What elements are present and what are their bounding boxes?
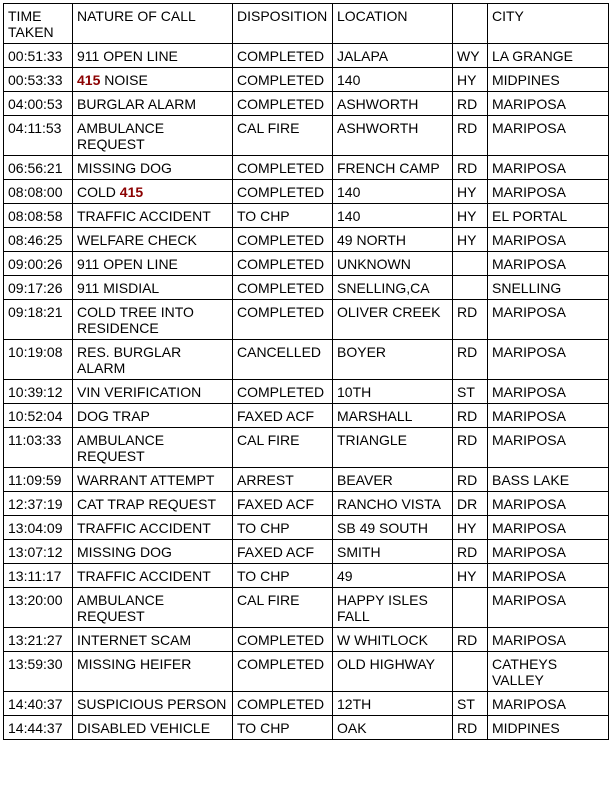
nature-text: INTERNET SCAM [77,632,192,648]
nature-of-call-cell [73,204,233,228]
location-cell: ASHWORTH [333,116,453,156]
disposition-cell: COMPLETED [233,300,333,340]
time-taken-cell: 13:07:12 [4,540,73,564]
disposition-cell: CAL FIRE [233,428,333,468]
nature-of-call-cell [73,468,233,492]
nature-of-call-cell [73,692,233,716]
disposition-cell: TO CHP [233,716,333,740]
city-cell: CATHEYS VALLEY [488,652,609,692]
table-row [4,300,609,340]
table-row [4,628,609,652]
time-taken-cell: 04:00:53 [4,92,73,116]
location-cell: 49 NORTH [333,228,453,252]
location-cell: 140 [333,204,453,228]
call-log-table [3,3,609,740]
location-cell: BEAVER [333,468,453,492]
nature-text: COLD [77,184,120,200]
header-nature-of-call: NATURE OF CALL [73,4,233,44]
street-suffix-cell: RD [453,116,488,156]
street-suffix-cell: RD [453,428,488,468]
city-cell: MARIPOSA [488,428,609,468]
table-row [4,68,609,92]
street-suffix-cell [453,252,488,276]
nature-text: WELFARE CHECK [77,232,197,248]
location-cell: SNELLING,CA [333,276,453,300]
table-row [4,652,609,692]
city-cell: MARIPOSA [488,404,609,428]
time-taken-cell: 09:18:21 [4,300,73,340]
time-taken-cell: 06:56:21 [4,156,73,180]
city-cell: MARIPOSA [488,156,609,180]
street-suffix-cell: RD [453,716,488,740]
city-cell: MARIPOSA [488,492,609,516]
location-cell: MARSHALL [333,404,453,428]
table-row [4,116,609,156]
nature-text: 911 OPEN LINE [77,256,178,272]
street-suffix-cell: RD [453,628,488,652]
city-cell: MARIPOSA [488,228,609,252]
city-cell: MARIPOSA [488,92,609,116]
city-cell: MARIPOSA [488,588,609,628]
location-cell: TRIANGLE [333,428,453,468]
time-taken-cell: 10:39:12 [4,380,73,404]
disposition-cell: COMPLETED [233,276,333,300]
city-cell: MIDPINES [488,68,609,92]
disposition-cell: ARREST [233,468,333,492]
location-cell: OLD HIGHWAY [333,652,453,692]
nature-text: AMBULANCE REQUEST [77,432,165,464]
location-cell: OAK [333,716,453,740]
header-time-taken: TIME TAKEN [4,4,73,44]
street-suffix-cell: ST [453,380,488,404]
location-cell: ASHWORTH [333,92,453,116]
city-cell: MARIPOSA [488,252,609,276]
table-row [4,156,609,180]
nature-of-call-cell [73,628,233,652]
city-cell: MARIPOSA [488,516,609,540]
nature-text: SUSPICIOUS PERSON [77,696,227,712]
disposition-cell: COMPLETED [233,228,333,252]
table-row [4,44,609,68]
disposition-cell: CAL FIRE [233,116,333,156]
city-cell: MARIPOSA [488,380,609,404]
street-suffix-cell: HY [453,204,488,228]
nature-text: AMBULANCE REQUEST [77,592,165,624]
time-taken-cell: 14:40:37 [4,692,73,716]
location-cell: 10TH [333,380,453,404]
nature-text: 911 OPEN LINE [77,48,178,64]
city-cell: MIDPINES [488,716,609,740]
disposition-cell: CAL FIRE [233,588,333,628]
call-log-body [4,44,609,740]
table-row [4,180,609,204]
nature-of-call-cell [73,68,233,92]
disposition-cell: FAXED ACF [233,540,333,564]
nature-of-call-cell [73,516,233,540]
city-cell: LA GRANGE [488,44,609,68]
nature-text: NOISE [100,72,148,88]
time-taken-cell: 13:59:30 [4,652,73,692]
street-suffix-cell: HY [453,564,488,588]
location-cell: W WHITLOCK [333,628,453,652]
header-disposition: DISPOSITION [233,4,333,44]
nature-text: WARRANT ATTEMPT [77,472,215,488]
nature-text: BURGLAR ALARM [77,96,197,112]
nature-of-call-cell [73,492,233,516]
location-cell: UNKNOWN [333,252,453,276]
street-suffix-cell [453,276,488,300]
table-row [4,252,609,276]
nature-of-call-cell [73,404,233,428]
table-row [4,516,609,540]
disposition-cell: COMPLETED [233,156,333,180]
time-taken-cell: 13:04:09 [4,516,73,540]
disposition-cell: TO CHP [233,204,333,228]
table-row [4,492,609,516]
nature-text: TRAFFIC ACCIDENT [77,520,211,536]
time-taken-cell: 13:20:00 [4,588,73,628]
disposition-cell: COMPLETED [233,180,333,204]
nature-of-call-cell [73,300,233,340]
nature-text: DISABLED VEHICLE [77,720,211,736]
nature-text: DOG TRAP [77,408,150,424]
nature-of-call-cell [73,252,233,276]
disposition-cell: COMPLETED [233,44,333,68]
header-location: LOCATION [333,4,453,44]
street-suffix-cell [453,652,488,692]
location-cell: 140 [333,68,453,92]
street-suffix-cell [453,588,488,628]
city-cell: MARIPOSA [488,300,609,340]
street-suffix-cell: HY [453,516,488,540]
city-cell: SNELLING [488,276,609,300]
city-cell: MARIPOSA [488,340,609,380]
nature-text: RES. BURGLAR ALARM [77,344,182,376]
nature-of-call-cell [73,428,233,468]
table-row [4,404,609,428]
header-row [4,4,609,44]
city-cell: MARIPOSA [488,540,609,564]
nature-text: 911 MISDIAL [77,280,160,296]
disposition-cell: COMPLETED [233,692,333,716]
nature-of-call-cell [73,716,233,740]
nature-text: TRAFFIC ACCIDENT [77,568,211,584]
time-taken-cell: 13:21:27 [4,628,73,652]
table-row [4,692,609,716]
call-code: 415 [77,72,101,88]
location-cell: 140 [333,180,453,204]
table-row [4,228,609,252]
location-cell: OLIVER CREEK [333,300,453,340]
street-suffix-cell: HY [453,68,488,92]
time-taken-cell: 00:51:33 [4,44,73,68]
time-taken-cell: 11:09:59 [4,468,73,492]
city-cell: MARIPOSA [488,180,609,204]
nature-of-call-cell [73,44,233,68]
disposition-cell: CANCELLED [233,340,333,380]
nature-of-call-cell [73,228,233,252]
disposition-cell: COMPLETED [233,628,333,652]
time-taken-cell: 00:53:33 [4,68,73,92]
street-suffix-cell: RD [453,156,488,180]
table-row [4,340,609,380]
table-row [4,92,609,116]
location-cell: 12TH [333,692,453,716]
location-cell: SB 49 SOUTH [333,516,453,540]
time-taken-cell: 04:11:53 [4,116,73,156]
street-suffix-cell: ST [453,692,488,716]
street-suffix-cell: RD [453,404,488,428]
header-street-suffix [453,4,488,44]
time-taken-cell: 08:08:58 [4,204,73,228]
nature-of-call-cell [73,652,233,692]
location-cell: FRENCH CAMP [333,156,453,180]
time-taken-cell: 10:52:04 [4,404,73,428]
call-code: 415 [119,184,144,200]
disposition-cell: COMPLETED [233,380,333,404]
nature-of-call-cell [73,116,233,156]
nature-text: COLD TREE INTO RESIDENCE [77,304,194,336]
table-row [4,428,609,468]
street-suffix-cell: RD [453,540,488,564]
table-row [4,204,609,228]
disposition-cell: FAXED ACF [233,404,333,428]
disposition-cell: FAXED ACF [233,492,333,516]
location-cell: JALAPA [333,44,453,68]
street-suffix-cell: RD [453,340,488,380]
nature-of-call-cell [73,156,233,180]
nature-text: AMBULANCE REQUEST [77,120,165,152]
time-taken-cell: 09:17:26 [4,276,73,300]
street-suffix-cell: RD [453,92,488,116]
nature-of-call-cell [73,588,233,628]
disposition-cell: COMPLETED [233,92,333,116]
header-city: CITY [488,4,609,44]
street-suffix-cell: WY [453,44,488,68]
street-suffix-cell: HY [453,180,488,204]
table-row [4,540,609,564]
table-row [4,276,609,300]
time-taken-cell: 10:19:08 [4,340,73,380]
disposition-cell: COMPLETED [233,68,333,92]
street-suffix-cell: RD [453,300,488,340]
nature-of-call-cell [73,180,233,204]
location-cell: 49 [333,564,453,588]
nature-text: CAT TRAP REQUEST [77,496,216,512]
city-cell: MARIPOSA [488,564,609,588]
street-suffix-cell: RD [453,468,488,492]
city-cell: MARIPOSA [488,628,609,652]
nature-of-call-cell [73,540,233,564]
city-cell: BASS LAKE [488,468,609,492]
nature-of-call-cell [73,92,233,116]
street-suffix-cell: DR [453,492,488,516]
city-cell: EL PORTAL [488,204,609,228]
time-taken-cell: 11:03:33 [4,428,73,468]
table-row [4,564,609,588]
nature-text: VIN VERIFICATION [77,384,202,400]
location-cell: SMITH [333,540,453,564]
time-taken-cell: 09:00:26 [4,252,73,276]
nature-of-call-cell [73,380,233,404]
time-taken-cell: 08:46:25 [4,228,73,252]
time-taken-cell: 08:08:00 [4,180,73,204]
location-cell: RANCHO VISTA [333,492,453,516]
table-row [4,380,609,404]
location-cell: HAPPY ISLES FALL [333,588,453,628]
nature-of-call-cell [73,564,233,588]
table-row [4,588,609,628]
time-taken-cell: 14:44:37 [4,716,73,740]
time-taken-cell: 13:11:17 [4,564,73,588]
nature-of-call-cell [73,276,233,300]
time-taken-cell: 12:37:19 [4,492,73,516]
nature-of-call-cell [73,340,233,380]
nature-text: TRAFFIC ACCIDENT [77,208,211,224]
disposition-cell: TO CHP [233,564,333,588]
disposition-cell: COMPLETED [233,252,333,276]
street-suffix-cell: HY [453,228,488,252]
disposition-cell: COMPLETED [233,652,333,692]
city-cell: MARIPOSA [488,692,609,716]
table-row [4,468,609,492]
nature-text: MISSING HEIFER [77,656,192,672]
table-row [4,716,609,740]
city-cell: MARIPOSA [488,116,609,156]
nature-text: MISSING DOG [77,544,172,560]
location-cell: BOYER [333,340,453,380]
nature-text: MISSING DOG [77,160,172,176]
disposition-cell: TO CHP [233,516,333,540]
